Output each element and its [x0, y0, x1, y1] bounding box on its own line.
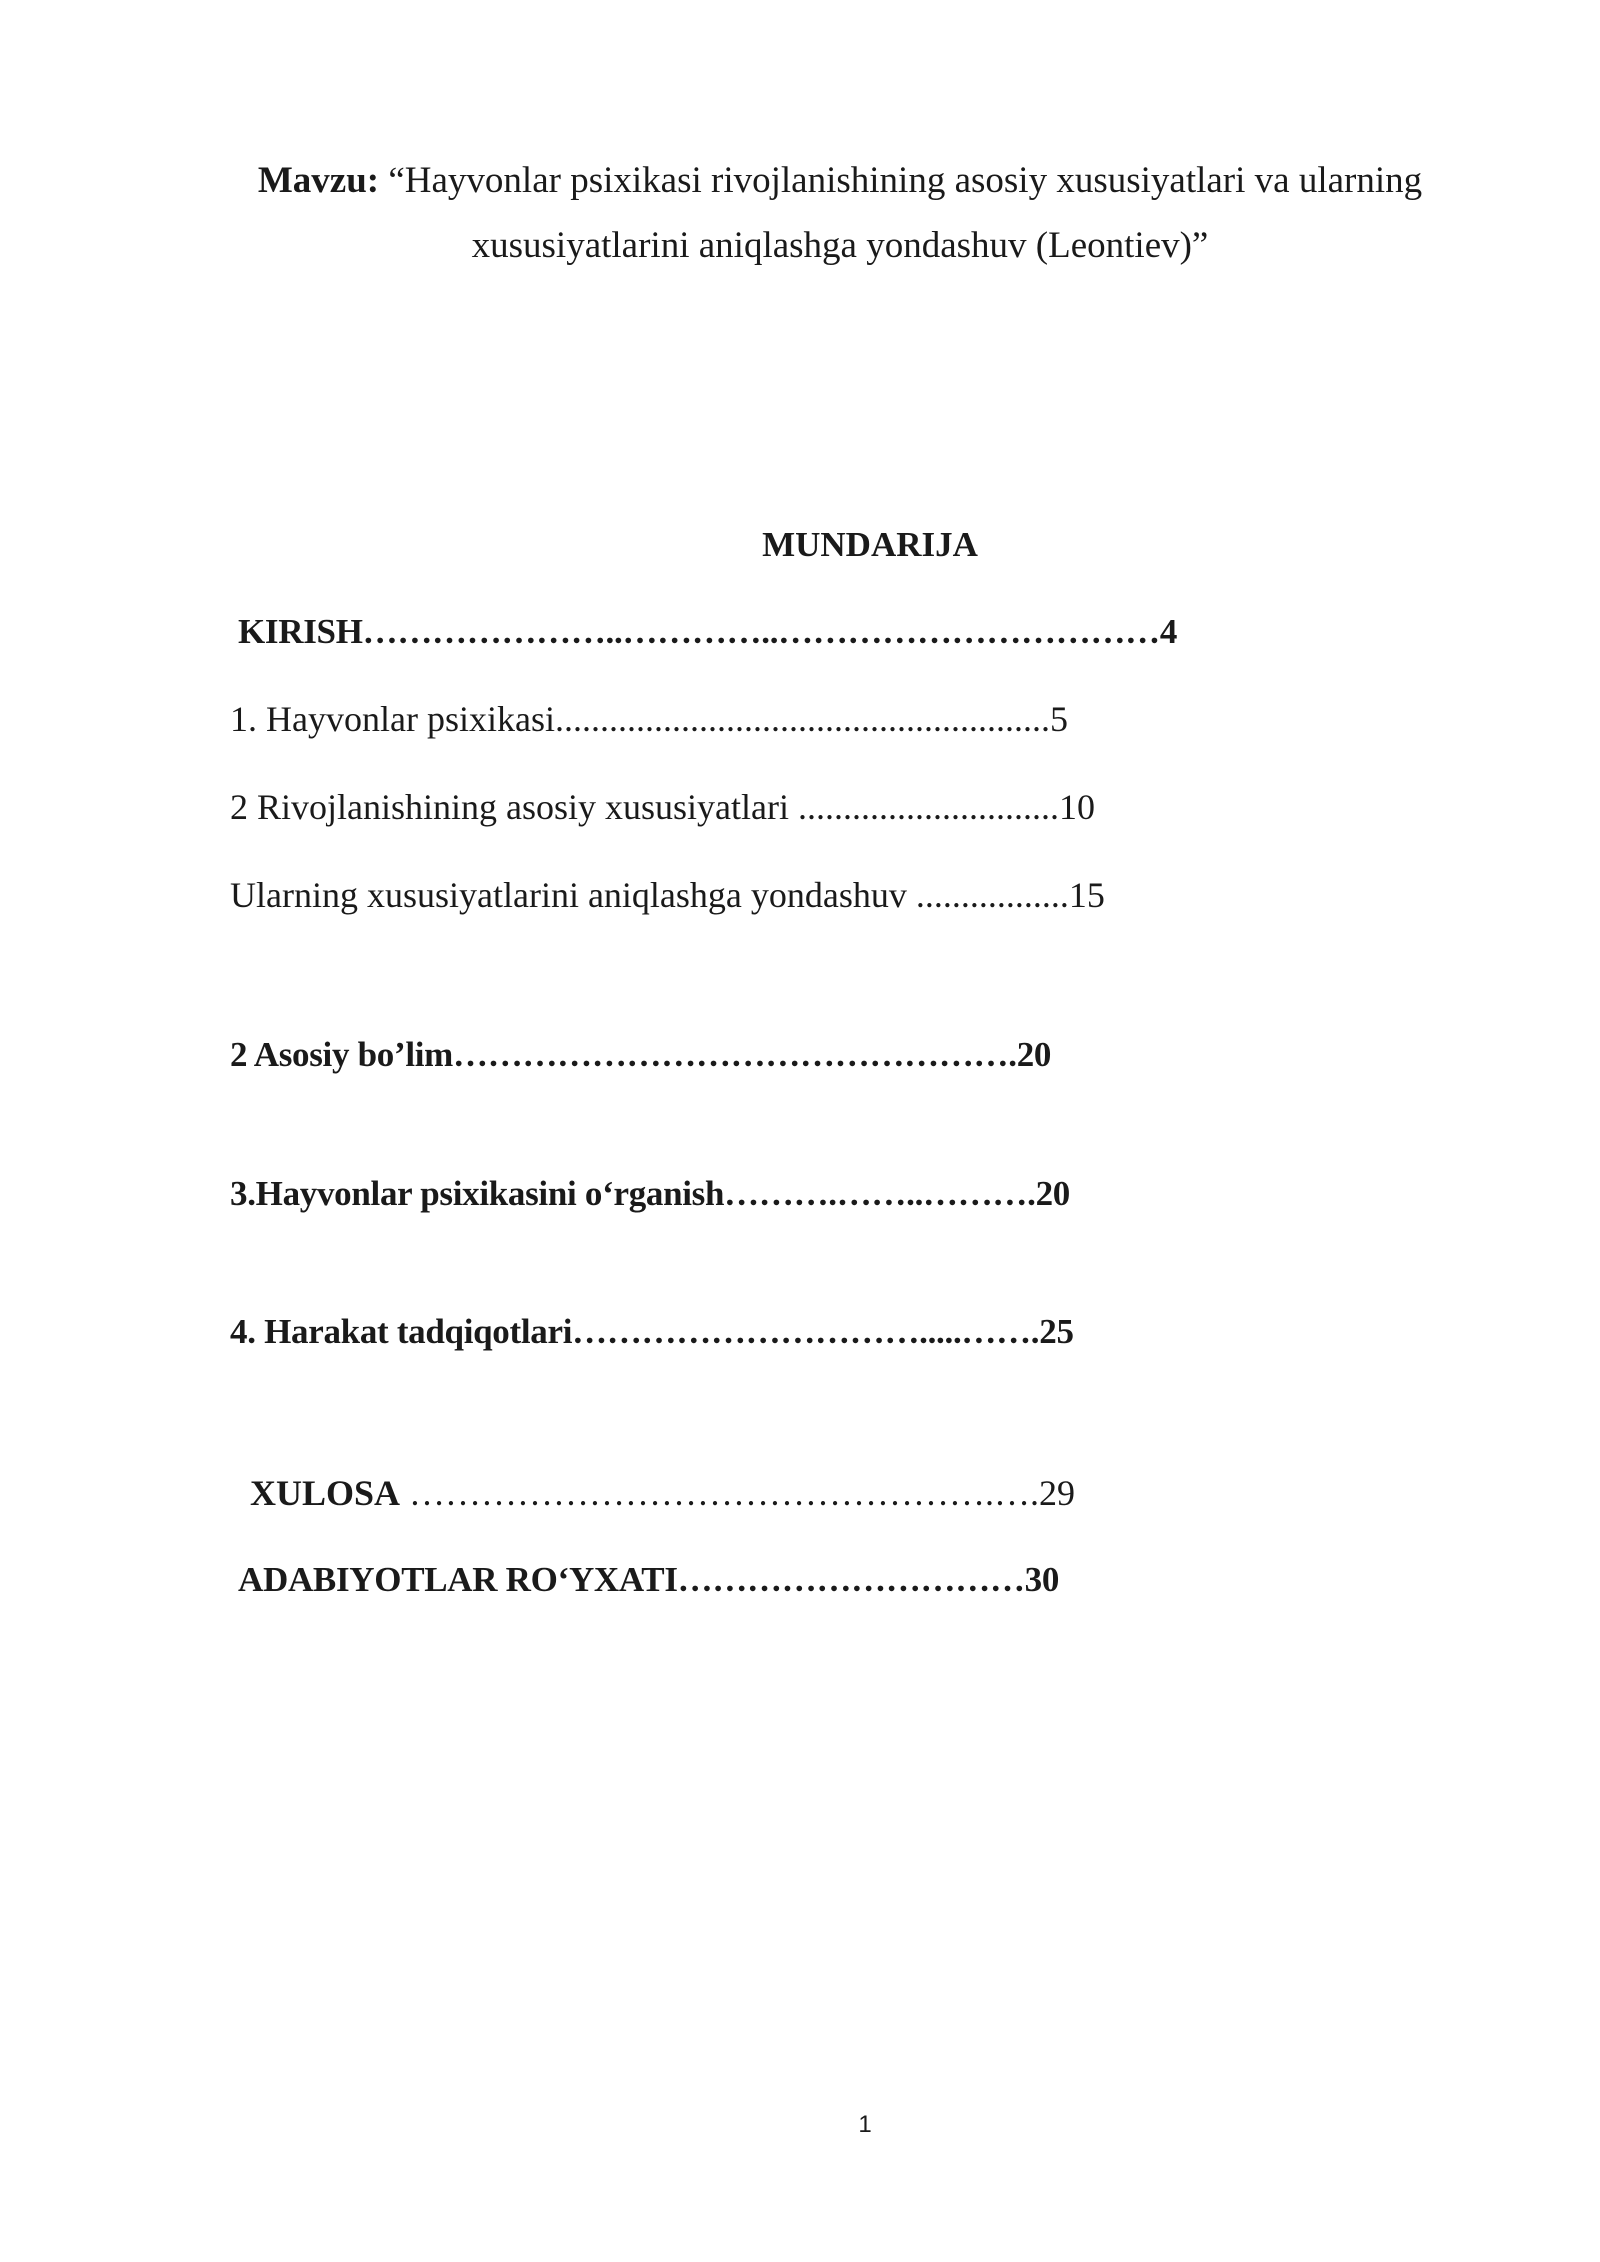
toc-entry-xulosa	[250, 1471, 1075, 1515]
toc-entry-leaders: ………………………………………….….	[400, 1473, 1040, 1513]
toc-entry-label: 4. Harakat tadqiqotlari	[230, 1312, 573, 1351]
toc-entry-hayvonlar-psixikasini-organish	[230, 1172, 1070, 1216]
toc-entry-asosiy-bolim	[230, 1033, 1051, 1077]
topic-title	[230, 148, 1450, 278]
toc-entry-leaders: ……….……..……….	[724, 1174, 1036, 1213]
toc-entry-harakat-tadqiqotlari	[230, 1310, 1074, 1354]
toc-entry-page: 30	[1024, 1560, 1060, 1599]
toc-entry-label: KIRISH	[238, 612, 363, 651]
toc-entry-page: 20	[1016, 1035, 1052, 1074]
toc-entry-label: 2 Asosiy bo’lim	[230, 1035, 454, 1074]
toc-entry-leaders: ………………………….....…….	[572, 1312, 1040, 1351]
toc-entry-label: XULOSA	[250, 1473, 401, 1513]
toc-entry-page: 25	[1039, 1312, 1074, 1351]
toc-entry-page: 29	[1039, 1473, 1076, 1513]
toc-entry-page: 4	[1159, 612, 1178, 651]
toc-entry-kirish	[238, 610, 1177, 654]
toc-entry-label: Ularning xususiyatlarini aniqlashga yondashuv	[230, 875, 907, 915]
topic-prefix: Mavzu:	[257, 160, 380, 201]
toc-entry-label: 2 Rivojlanishining asosiy xususiyatlari	[230, 787, 789, 827]
toc-entry-leaders: …………………..…………..……………………………	[362, 612, 1160, 651]
toc-heading: MUNDARIJA	[762, 525, 978, 564]
toc-entry-leaders: ………………………………………….	[453, 1035, 1017, 1074]
toc-entry-label: 1. Hayvonlar psixikasi	[230, 699, 555, 739]
topic-text: “Hayvonlar psixikasi rivojlanishining asosiy xususiyatlari va ularning xususiyatlarini aniqlashga yondashuv (Leontiev)”	[379, 160, 1423, 266]
toc-entry-leaders: .................	[906, 875, 1069, 915]
toc-entry-yondashuv	[230, 873, 1105, 917]
toc-entry-leaders: .......................................................	[554, 699, 1050, 739]
toc-entry-page: 20	[1035, 1174, 1070, 1213]
toc-entry-adabiyotlar-royxati	[238, 1558, 1059, 1602]
page-number: 1	[858, 2111, 872, 2138]
toc-entry-hayvonlar-psixikasi	[230, 697, 1068, 741]
toc-entry-label: ADABIYOTLAR RO‘YXATI	[238, 1560, 678, 1599]
toc-entry-page: 15	[1068, 875, 1105, 915]
toc-entry-leaders: .............................	[788, 787, 1059, 827]
toc-entry-page: 5	[1049, 699, 1068, 739]
toc-entry-label: 3.Hayvonlar psixikasini o‘rganish	[230, 1174, 725, 1213]
toc-entry-rivojlanishining-asosiy-xususiyatlari	[230, 785, 1095, 829]
toc-entry-page: 10	[1058, 787, 1095, 827]
toc-entry-leaders: …………………………	[677, 1560, 1025, 1599]
